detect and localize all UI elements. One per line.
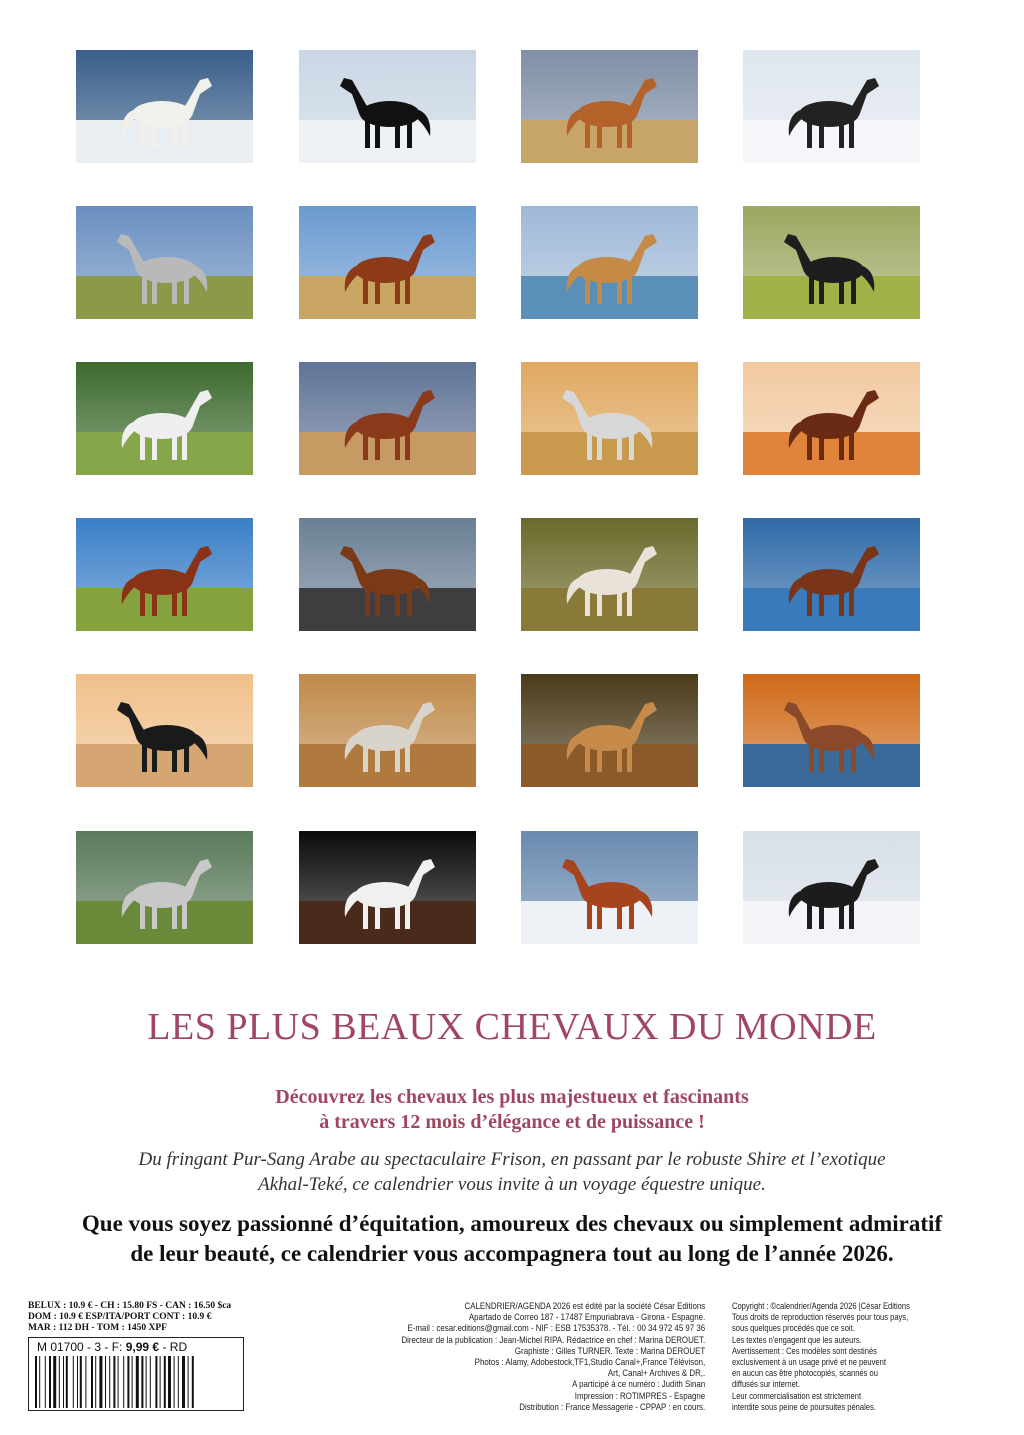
lead-line-2: à travers 12 mois d’élégance et de puissance ! [319, 1111, 705, 1133]
photo-bay-horse-desert-dunes [743, 362, 920, 475]
barcode-bar [132, 1356, 133, 1408]
italic-line-2: Akhal-Teké, ce calendrier vous invite à un voyage équestre unique. [258, 1174, 766, 1195]
barcode-bar [146, 1356, 147, 1408]
barcode-bar [66, 1356, 68, 1408]
lead-line-1: Découvrez les chevaux les plus majestueux et fascinants [275, 1086, 749, 1108]
barcode-bar [85, 1356, 86, 1408]
publisher-line: CALENDRIER/AGENDA 2026 est édité par la société César Editions [464, 1301, 705, 1311]
copyright-line: Avertissement : Ces modèles sont destinés [732, 1345, 877, 1356]
photo-black-horse-rearing-autumn [76, 674, 253, 787]
barcode-bar [113, 1356, 115, 1408]
barcode-bar [188, 1356, 189, 1408]
copyright-info [732, 1301, 910, 1413]
description-bold [0, 1209, 1024, 1269]
photo-grey-horse-hill [76, 206, 253, 319]
barcode-bar [123, 1356, 124, 1408]
publisher-line: Art, Canal+ Archives & DR,. [607, 1368, 705, 1379]
photo-grey-horse-carriage [521, 362, 698, 475]
barcode [28, 1337, 244, 1411]
photo-palomino-horse-river-blossoms [521, 206, 698, 319]
publisher-line: Directeur de la publication : Jean-Michel RIPA. Rédactrice en chef : Marina DEROUET. [401, 1334, 705, 1345]
barcode-price: 9,99 € [125, 1340, 160, 1354]
barcode-bar [150, 1356, 151, 1408]
barcode-bar [95, 1356, 96, 1408]
barcode-bar [178, 1356, 179, 1408]
photo-appaloosa-horse-forest-light [521, 518, 698, 631]
copyright-line: en aucun cas être photocopiés, scannés ou [732, 1368, 878, 1379]
barcode-bar [35, 1356, 37, 1408]
copyright-line: Tous droits de reproduction réservés pour tous pays, [732, 1312, 909, 1323]
copyright-line: Leur commercialisation est strictement [732, 1390, 862, 1401]
barcode-bar [63, 1356, 64, 1408]
publisher-line: A participé à ce numéro : Judith Sinan [571, 1379, 705, 1390]
barcode-code [37, 1340, 187, 1354]
publisher-line: E-mail : cesar.editions@gmail.com - NIF : ESB 17535378. - Tél. : 00 34 972 45 97 36 [407, 1323, 705, 1334]
copyright-line: exclusivement à un usage privé et ne peuvent [732, 1357, 886, 1368]
barcode-bar [105, 1356, 106, 1408]
barcode-bar [49, 1356, 51, 1408]
publisher-line: Photos : Alamy, Adobestock,TF1,Studio Canal+,France Télévison, [474, 1357, 705, 1368]
barcode-bar [155, 1356, 157, 1408]
barcode-bar [141, 1356, 143, 1408]
copyright-line: Copyright : ©calendrier/Agenda 2026 |César Editions [732, 1301, 910, 1311]
barcode-bar [118, 1356, 119, 1408]
barcode-bar [45, 1356, 46, 1408]
price-line-2: DOM : 10.9 € ESP/ITA/PORT CONT : 10.9 € [28, 1312, 212, 1322]
photo-pinto-horse-snowy-forest [743, 50, 920, 163]
publisher-line: Impression : ROTIMPRES - Espagne [574, 1390, 705, 1401]
photo-chestnut-horse-grassland [299, 206, 476, 319]
photo-grid [76, 50, 952, 972]
price-line-3: MAR : 112 DH - TOM : 1450 XPF [28, 1323, 167, 1333]
barcode-bar [168, 1356, 171, 1408]
barcode-bar [174, 1356, 175, 1408]
barcode-bar [160, 1356, 161, 1408]
barcode-bar [73, 1356, 74, 1408]
photo-white-horse-snow [76, 50, 253, 163]
barcode-bar [80, 1356, 82, 1408]
photo-chestnut-horse-hay-field [76, 518, 253, 631]
barcode-suffix: - 3 - F: [87, 1340, 123, 1354]
page-title: LES PLUS BEAUX CHEVAUX DU MONDE [147, 1006, 877, 1048]
copyright-line: interdite sous peine de poursuites pénales. [732, 1401, 876, 1412]
barcode-bar [39, 1356, 40, 1408]
barcode-bar [109, 1356, 110, 1408]
photo-palomino-horse-autumn-path [521, 674, 698, 787]
photo-chestnut-horse-beach [299, 518, 476, 631]
barcode-bar [192, 1356, 194, 1408]
price-line-1: BELUX : 10.9 € - CH : 15.80 FS - CAN : 16.50 $ca [28, 1301, 232, 1311]
copyright-line: sous quelques procédés que ce soit. [732, 1323, 855, 1334]
barcode-tail: - RD [162, 1340, 188, 1354]
publisher-info [401, 1301, 705, 1413]
barcode-bar [91, 1356, 93, 1408]
copyright-line: diffusés sur internet. [732, 1379, 800, 1390]
publisher-line: Distribution : France Messagerie - CPPAP : en cours. [519, 1401, 705, 1412]
publisher-line: Apartado de Correo 187 - 17487 Empuriabrava - Girona - Espagne. [468, 1312, 705, 1323]
barcode-bar [182, 1356, 185, 1408]
lead-text [0, 1085, 1024, 1135]
barcode-bar [99, 1356, 102, 1408]
photo-black-friesian-snow [299, 50, 476, 163]
copyright-line: Les textes n'engagent que les auteurs. [732, 1334, 862, 1345]
photo-pinto-horse-meadow [743, 206, 920, 319]
photo-grey-horse-olive-grove [299, 674, 476, 787]
bold-line-1: Que vous soyez passionné d’équitation, amoureux des chevaux ou simplement admiratif [81, 1211, 943, 1236]
barcode-bar [164, 1356, 166, 1408]
photo-chestnut-horse-desert-galloping [299, 362, 476, 475]
publisher-line: Graphiste : Gilles TURNER. Texte : Marina DEROUET [514, 1345, 705, 1356]
bold-line-2: de leur beauté, ce calendrier vous accompagnera tout au long de l’année 2026. [130, 1241, 894, 1266]
description-italic [0, 1147, 1024, 1197]
barcode-bar [77, 1356, 78, 1408]
photo-gypsy-cob-snow [743, 831, 920, 944]
photo-chestnut-horse-sunset [521, 50, 698, 163]
photo-dapple-grey-horse-countryside [76, 831, 253, 944]
barcode-number: M 01700 [37, 1340, 84, 1354]
price-list [28, 1301, 231, 1334]
photo-appaloosa-horse-grazing [76, 362, 253, 475]
photo-horse-jumping-rider [743, 674, 920, 787]
barcode-bar [127, 1356, 129, 1408]
photo-white-horse-dark-background [299, 831, 476, 944]
barcode-bar [53, 1356, 56, 1408]
italic-line-1: Du fringant Pur-Sang Arabe au spectaculaire Frison, en passant par le robuste Shire et l’exotique [138, 1149, 886, 1170]
barcode-bar [59, 1356, 60, 1408]
photo-chestnut-horse-snow-trot [521, 831, 698, 944]
barcode-bars [33, 1356, 239, 1408]
photo-bay-horse-lake [743, 518, 920, 631]
barcode-bar [136, 1356, 139, 1408]
